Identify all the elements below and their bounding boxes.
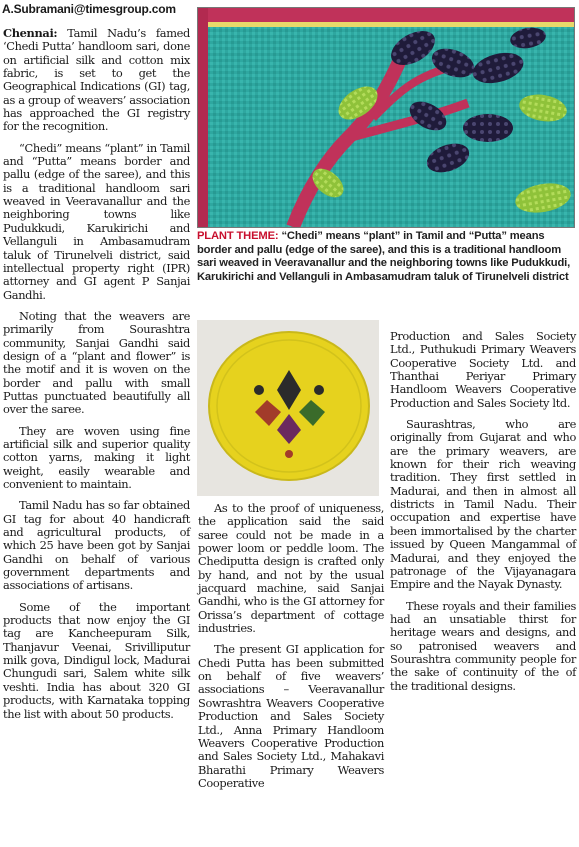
article-paragraph: They are woven using fine artificial silk and superior quality cotton yarns, making it light weight, easily wearable and convenient to maintain. [3, 423, 190, 491]
article-paragraph: Saurashtras, who are originally from Gujarat and who are the primary weavers, are known for their rich weaving tradition. They first settled in Madurai, and then in almost all districts in Tamil Nadu. Their occupation and expertise have been immortalised by the charter issued by Queen Mangammal of Madurai, and they enjoyed the patronage of the Vijayanagara Empire and the Nayak Dynasty. [390, 417, 576, 592]
caption-text: “Chedi” means “plant” in Tamil and “Putta” means border and pallu (edge of the saree), and this is a traditional handloom sari weaved in Veeravanallur and the neighboring towns like Pudukkudi, Karukirichi and Vellanguli in Ambasamudram taluk of Tirunelveli district [197, 230, 571, 283]
gi-logo-image [197, 320, 379, 496]
article-paragraph: Tamil Nadu has so far obtained GI tag for about 40 handicraft and agricultural products, of which 25 have been got by Sanjai Gandhi on behalf of various government departments and associations of artisans. [3, 498, 190, 593]
article-paragraph: Noting that the weavers are primarily from Sourashtra community, Sanjai Gandhi said design of a “plant and flower” is the motif and it is woven on the border and pallu with small Puttas punctuated beautifully all over the saree. [3, 308, 190, 417]
photo-caption [197, 230, 573, 284]
gi-logo-illustration [197, 320, 379, 496]
article-paragraph: The present GI application for Chedi Putta has been submitted on behalf of five weavers’ associations – Veeravanallur Sowrashtra Weavers Cooperative Production and Sales Society Ltd., Anna Primary Handloom Weavers Cooperative Production and Sales Society Ltd., Mahakavi Bharathi Primary Weavers Cooperative [198, 642, 384, 790]
article-column-2 [198, 502, 384, 798]
article-column-3 [390, 330, 576, 701]
article-paragraph: Some of the important products that now enjoy the GI tag are Kancheepuram Silk, Thanjavur Veenai, Srivilliputur milk gova, Dindigul lock, Madurai Chungudi sari, Salem white silk veshti. India has about 320 GI products, with Karnataka topping the list with about 50 products. [3, 599, 190, 721]
article-paragraph: “Chedi” means “plant” in Tamil and “Putta” means border and pallu (edge of the saree), and this is a traditional handloom sari weaved in Veeravanallur and the neighboring towns like Pudukkudi, Karukirichi and Vellanguli in Ambasamudram taluk of Tirunelveli district, said intellectual property right (IPR) attorney and GI agent P Sanjai Gandhi. [3, 140, 190, 302]
caption-lead: PLANT THEME: [197, 230, 279, 242]
article-paragraph: Chennai: Tamil Nadu’s famed ‘Chedi Putta’ handloom sari, done on artificial silk and cotton mix fabric, is set to get the Geographical Indications (GI) tag, as a group of weavers’ association has approached the GI registry for the recognition. [3, 26, 190, 134]
article-paragraph: These royals and their families had an unsatiable thirst for heritage wears and designs, and so patronised weavers and Sourashtra community people for the sake of continuity of the of the traditional designs. [390, 598, 576, 693]
dateline: Chennai: [3, 26, 58, 40]
byline: A.Subramani@timesgroup.com [2, 2, 176, 16]
article-column-1 [3, 27, 190, 729]
article-paragraph: As to the proof of uniqueness, the application said the said saree could not be made in a power loom or peddle loom. The Chediputta design is crafted only by hand, and not by the usual jacquard machine, said Sanjai Gandhi, who is the GI attorney for Orissa’s department of cottage industries. [198, 501, 384, 636]
saree-photo-illustration [198, 8, 574, 227]
saree-photo [197, 7, 575, 228]
article-paragraph: Production and Sales Society Ltd., Puthukudi Primary Weavers Cooperative Society Ltd. and Thanthai Periyar Primary Handloom Weavers Cooperative Production and Sales Society ltd. [390, 329, 576, 410]
